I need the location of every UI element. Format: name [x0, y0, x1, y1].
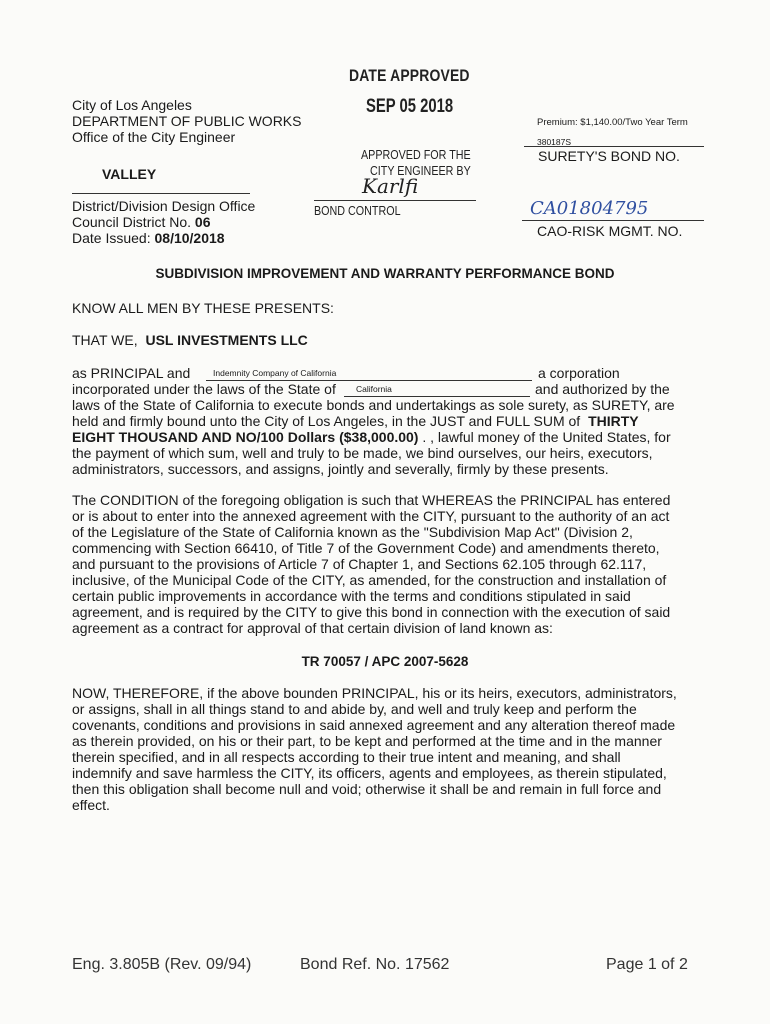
condition-line: agreement, and is required by the CITY to give this bond in connection with the execution of said: [72, 604, 671, 620]
condition-line: of the Legislature of the State of California known as the "Subdivision Map Act" (Division 2,: [72, 524, 633, 540]
tract-number: TR 70057 / APC 2007-5628: [301, 654, 469, 669]
council-district: [72, 214, 211, 230]
now-therefore-line: therein specified, and in all respects according to their true intent and meaning, and shall: [72, 749, 621, 765]
that-we-prefix: THAT WE,: [72, 332, 138, 348]
surety-company-name: Indemnity Company of California: [213, 368, 337, 378]
bond-reference: Bond Ref. No. 17562: [300, 956, 450, 973]
now-therefore-line: indemnify and save harmless the CITY, its officers, agents and employees, as therein stipulated,: [72, 765, 667, 781]
amount-words-part2: EIGHT THOUSAND AND NO/100 Dollars ($38,000.00): [72, 429, 419, 445]
design-office-label: District/Division Design Office: [72, 198, 256, 214]
authorized-suffix: and authorized by the: [535, 381, 670, 397]
now-therefore-line: effect.: [72, 797, 110, 813]
date-issued-value: 08/10/2018: [154, 230, 225, 246]
date-approved-stamp-date: SEP 05 2018: [366, 96, 454, 117]
that-we-line: [72, 332, 308, 348]
condition-line: inclusive, of the Municipal Code of the CITY, as amended, for the construction and installation of: [72, 572, 667, 588]
principal-name: USL INVESTMENTS LLC: [145, 332, 308, 348]
now-therefore-line: NOW, THEREFORE, if the above bounden PRINCIPAL, his or its heirs, executors, administrators,: [72, 685, 677, 701]
paragraph1-line4: [72, 413, 639, 429]
district-name: VALLEY: [102, 166, 157, 182]
now-therefore-line: as therein provided, on his or their part, to be kept and performed at the time and in the manner: [72, 733, 662, 749]
city-engineer-label: CITY ENGINEER BY: [370, 164, 471, 178]
cao-underline: [522, 220, 704, 221]
surety-bond-underline: [524, 146, 704, 147]
principal-prefix: as PRINCIPAL and: [72, 365, 191, 381]
paragraph1-line5: [72, 429, 671, 445]
premium-text: Premium: $1,140.00/Two Year Term: [537, 117, 688, 128]
council-district-label: Council District No.: [72, 214, 192, 230]
condition-line: certain public improvements in accordance with the terms and conditions stipulated in said: [72, 588, 631, 604]
now-therefore-line: covenants, conditions and provisions in said annexed agreement and any alteration thereof made: [72, 717, 676, 733]
condition-line: agreement as a contract for approval of that certain division of land known as:: [72, 620, 553, 636]
page-number: Page 1 of 2: [606, 956, 688, 973]
paragraph1-line4-text: held and firmly bound unto the City of Los Angeles, in the JUST and FULL SUM of: [72, 413, 581, 429]
paragraph1-line7: administrators, successors, and assigns, jointly and severally, firmly by these presents.: [72, 461, 609, 477]
condition-paragraph: [72, 492, 670, 636]
paragraph1-line3: laws of the State of California to execute bonds and undertakings as sole surety, as SURETY, are: [72, 397, 675, 413]
corporation-suffix: a corporation: [538, 365, 620, 381]
district-underline: [72, 193, 250, 194]
cao-risk-label: CAO-RISK MGMT. NO.: [537, 223, 683, 239]
cao-risk-number: CA01804795: [530, 198, 649, 219]
engineer-signature: Karlfi: [362, 174, 419, 198]
now-therefore-line: or assigns, shall in all things stand to and abide by, and well and truly keep and perform the: [72, 701, 637, 717]
now-therefore-line: then this obligation shall become null and void; otherwise it shall be and remain in full force and: [72, 781, 662, 797]
paragraph1-line5-text: . , lawful money of the United States, for: [418, 429, 671, 445]
office-name: Office of the City Engineer: [72, 129, 236, 145]
city-name: City of Los Angeles: [72, 97, 192, 113]
paragraph1-line6: the payment of which sum, well and truly to be made, we bind ourselves, our heirs, executors,: [72, 445, 653, 461]
signature-line: [314, 200, 476, 201]
condition-line: and pursuant to the provisions of Article 7 of Chapter 1, and Sections 62.105 through 62.117,: [72, 556, 647, 572]
department-name: DEPARTMENT OF PUBLIC WORKS: [72, 113, 302, 129]
form-number: Eng. 3.805B (Rev. 09/94): [72, 956, 252, 973]
surety-bond-label: SURETY'S BOND NO.: [538, 148, 680, 164]
date-approved-stamp-title: DATE APPROVED: [349, 66, 470, 85]
date-issued: [72, 230, 225, 246]
surety-bond-number: 380187S: [537, 137, 572, 147]
incorporated-prefix: incorporated under the laws of the State of: [72, 381, 336, 397]
condition-line: or is about to enter into the annexed agreement with the CITY, pursuant to the authority of an act: [72, 508, 670, 524]
state-name: California: [356, 384, 392, 394]
approved-for-label: APPROVED FOR THE: [361, 148, 471, 162]
document-title: SUBDIVISION IMPROVEMENT AND WARRANTY PERFORMANCE BOND: [155, 266, 615, 281]
amount-words-part1: THIRTY: [588, 413, 639, 429]
condition-line: The CONDITION of the foregoing obligation is such that WHEREAS the PRINCIPAL has entered: [72, 492, 671, 508]
now-therefore-paragraph: [72, 685, 677, 813]
council-district-number: 06: [194, 214, 211, 230]
know-all-men: KNOW ALL MEN BY THESE PRESENTS:: [72, 300, 334, 316]
date-issued-label: Date Issued:: [72, 230, 151, 246]
condition-line: commencing with Section 66410, of Title 7 of the Government Code) and amendments thereto,: [72, 540, 660, 556]
bond-control-label: BOND CONTROL: [314, 204, 401, 218]
